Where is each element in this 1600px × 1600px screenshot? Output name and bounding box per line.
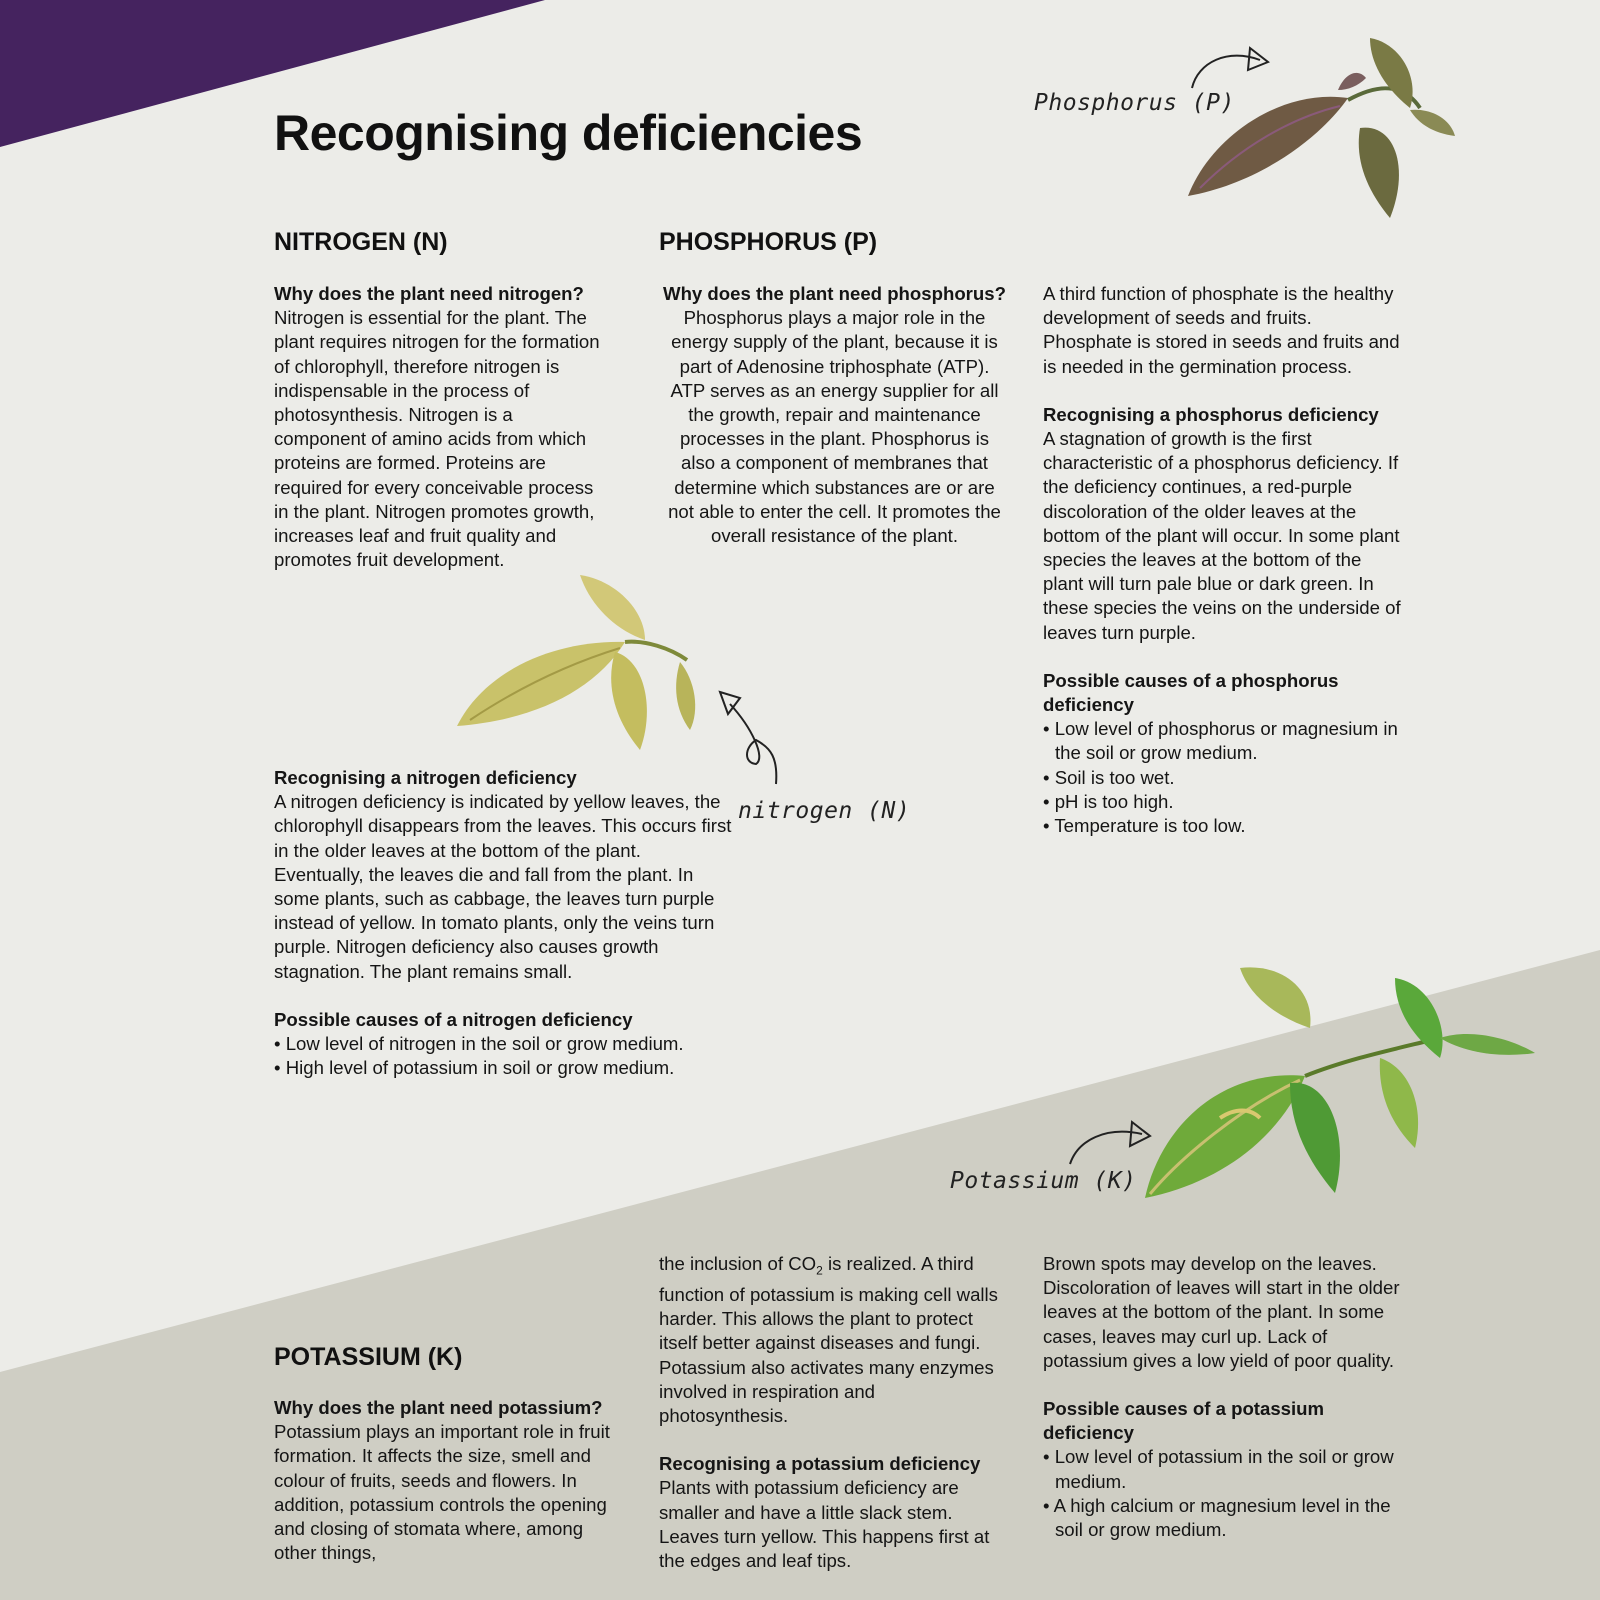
potassium-leaf-label: Potassium (K) [950,1168,1137,1194]
potassium-why-text: Potassium plays an important role in fruit formation. It affects the size, smell and colour of fruits, seeds and flowers. In addition, potassium controls the opening and closing of stomata where, among other things, [274,1421,610,1564]
list-item: • Low level of phosphorus or magnesium in the soil or grow medium. [1043,717,1403,765]
potassium-recognising-heading: Recognising a potassium deficiency [659,1453,981,1475]
potassium-recognising-text: Plants with potassium deficiency are smaller and have a little slack stem. Leaves turn yellow. This happens first at the edges and leaf tips. [659,1477,990,1571]
phosphorus-why-block [662,282,1007,548]
potassium-why-heading: Why does the plant need potassium? [274,1397,603,1418]
nitrogen-recognising-text: A nitrogen deficiency is indicated by yellow leaves, the chlorophyll disappears from the leaves. This occurs first in the older leaves at the bottom of the plant. Eventually, the leaves die and fall from the plant. In some plants, such as cabbage, the leaves turn purple instead of yellow. In tomato plants, only the veins turn purple. Nitrogen deficiency also causes growth stagnation. The plant remains small. [274,791,732,982]
nitrogen-causes-list [274,1032,734,1080]
list-item: • Soil is too wet. [1043,766,1403,790]
nitrogen-why-text: Nitrogen is essential for the plant. The plant requires nitrogen for the formation of chlorophyll, therefore nitrogen is indispensable in the process of photosynthesis. Nitrogen is a component of amino acids from which proteins are formed. Proteins are required for every conceivable process in the plant. Nitrogen promotes growth, increases leaf and fruit quality and promotes fruit development. [274,307,600,571]
phosphorus-heading: PHOSPHORUS (P) [659,228,878,256]
nitrogen-leaf-illustration [455,570,725,755]
phosphorus-why-text: Phosphorus plays a major role in the energy supply of the plant, because it is part of Adenosine triphosphate (ATP). ATP serves as an energy supplier for all the growth, repair and maintenance processes in the plant. Phosphorus is also a component of membranes that determine which substances are or are not able to enter the cell. It promotes the overall resistance of the plant. [668,307,1001,547]
nitrogen-leaf-label: nitrogen (N) [738,798,911,824]
potassium-causes-heading: Possible causes of a potassium deficiency [1043,1398,1325,1444]
list-item: • pH is too high. [1043,790,1403,814]
arrow-icon [1188,44,1278,92]
arrow-icon [1066,1118,1162,1168]
page-title: Recognising deficiencies [274,105,863,161]
list-item: • Low level of nitrogen in the soil or grow medium. [274,1032,734,1056]
potassium-heading: POTASSIUM (K) [274,1343,463,1371]
potassium-leaf-illustration [1140,958,1540,1208]
phosphorus-why-heading: Why does the plant need phosphorus? [663,283,1006,304]
phosphorus-recognising-heading: Recognising a phosphorus deficiency [1043,403,1379,425]
potassium-why-block [274,1396,619,1565]
nitrogen-causes-heading: Possible causes of a nitrogen deficiency [274,1008,633,1030]
phosphorus-leaf-label: Phosphorus (P) [1034,90,1235,116]
phosphorus-causes-heading: Possible causes of a phosphorus deficiency [1043,669,1339,716]
potassium-middle-block [659,1252,1009,1573]
potassium-brown-spots-text: Brown spots may develop on the leaves. Discoloration of leaves will start in the older leaves at the bottom of the plant. In some cases, leaves may curl up. Lack of potassium gives a low yield of poor quality. [1043,1253,1400,1371]
potassium-right-block [1043,1252,1403,1542]
nitrogen-recognising-block [274,766,734,1080]
list-item: • Temperature is too low. [1043,814,1403,838]
list-item: • Low level of potassium in the soil or grow medium. [1043,1445,1403,1493]
list-item: • High level of potassium in soil or grow medium. [274,1056,734,1080]
nitrogen-recognising-heading: Recognising a nitrogen deficiency [274,767,577,788]
phosphorus-causes-list [1043,717,1403,838]
phosphorus-recognising-text: A stagnation of growth is the first characteristic of a phosphorus deficiency. If the deficiency continues, a red-purple discoloration of the older leaves at the bottom of the plant will occur. In some plant species the leaves at the bottom of the plant will turn pale blue or dark green. In these species the veins on the underside of leaves turn purple. [1043,428,1401,643]
potassium-causes-list [1043,1445,1403,1542]
list-item: • A high calcium or magnesium level in the soil or grow medium. [1043,1494,1403,1542]
phosphorus-right-block [1043,282,1403,838]
nitrogen-why-heading: Why does the plant need nitrogen? [274,283,584,304]
phosphorus-third-text: A third function of phosphate is the healthy development of seeds and fruits. Phosphate is stored in seeds and fruits and is needed in the germination process. [1043,283,1400,377]
potassium-continued-text: the inclusion of $CO_2$ is realized. A third function of potassium is making cell walls harder. This allows the plant to protect itself better against diseases and fungi. Potassium also activates many enzymes involved in respiration and photosynthesis. [659,1253,998,1426]
nitrogen-heading: NITROGEN (N) [274,228,448,256]
nitrogen-why-block [274,282,609,572]
